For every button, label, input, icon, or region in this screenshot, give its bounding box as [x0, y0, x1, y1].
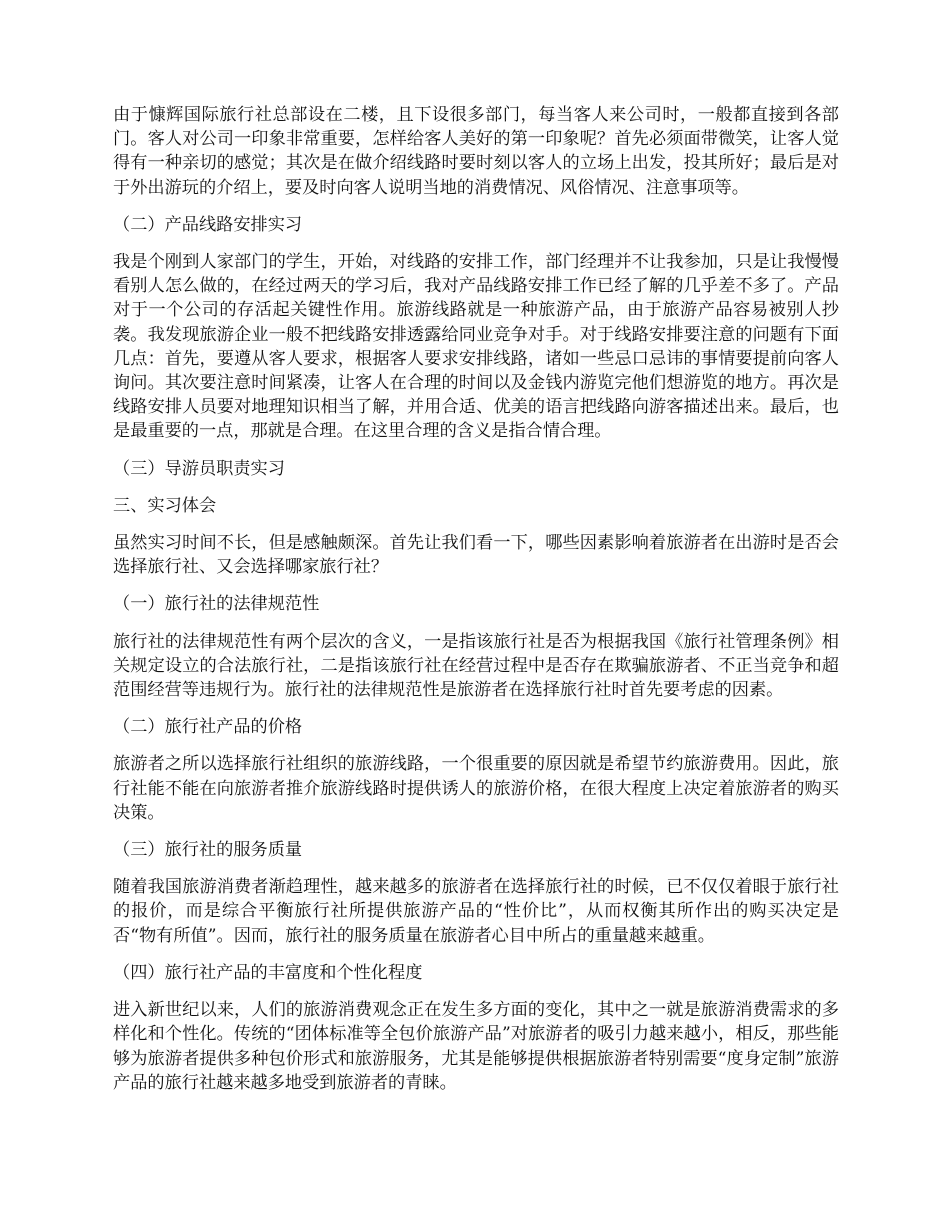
- heading-service-quality: （三）旅行社的服务质量: [113, 840, 303, 861]
- paragraph-reflections-intro: 虽然实习时间不长，但是感触颇深。首先让我们看一下，哪些因素影响着旅游者在出游时是否会选择旅行社、又会选择哪家旅行社？: [113, 533, 839, 578]
- heading-internship-reflections: 三、实习体会: [113, 495, 217, 516]
- heading-tour-guide-duties: （三）导游员职责实习: [113, 458, 285, 479]
- paragraph-reception-intro: 由于慷辉国际旅行社总部设在二楼，且下设很多部门，每当客人来公司时，一般都直接到各部门。客人对公司一印象非常重要，怎样给客人美好的第一印象呢？首先必须面带微笑，让客人觉得有一种亲切的感觉；其次是在做介绍线路时要时刻以客人的立场上出发，投其所好；最后是对于外出游玩的介绍上，要及时向客人说明当地的消费情况、风俗情况、注意事项等。: [113, 105, 839, 198]
- paragraph-service-quality: 随着我国旅游消费者渐趋理性，越来越多的旅游者在选择旅行社的时候，已不仅仅着眼于旅行社的报价，而是综合平衡旅行社所提供旅游产品的“性价比”，从而权衡其所作出的购买决定是否“物有所值”。因而，旅行社的服务质量在旅游者心目中所占的重量越来越重。: [113, 877, 839, 946]
- document-page: [113, 103, 839, 1108]
- heading-legal-compliance: （一）旅行社的法律规范性: [113, 594, 320, 615]
- heading-product-price: （二）旅行社产品的价格: [113, 717, 303, 738]
- heading-product-variety: （四）旅行社产品的丰富度和个性化程度: [113, 962, 423, 983]
- paragraph-product-price: 旅游者之所以选择旅行社组织的旅游线路，一个很重要的原因就是希望节约旅游费用。因此，旅行社能不能在向旅游者推介旅游线路时提供诱人的旅游价格，在很大程度上决定着旅游者的购买决策。: [113, 754, 839, 823]
- heading-route-planning: （二）产品线路安排实习: [113, 214, 303, 235]
- paragraph-legal-compliance: 旅行社的法律规范性有两个层次的含义，一是指该旅行社是否为根据我国《旅行社管理条例》相关规定设立的合法旅行社，二是指该旅行社在经营过程中是否存在欺骗旅游者、不正当竞争和超范围经营等违规行为。旅行社的法律规范性是旅游者在选择旅行社时首先要考虑的因素。: [113, 631, 839, 701]
- paragraph-product-variety: 进入新世纪以来，人们的旅游消费观念正在发生多方面的变化，其中之一就是旅游消费需求的多样化和个性化。传统的“团体标准等全包价旅游产品”对旅游者的吸引力越来越小，相反，那些能够为旅游者提供多种包价形式和旅游服务，尤其是能够提供根据旅游者特别需要“度身定制”旅游产品的旅行社越来越多地受到旅游者的青睐。: [113, 1000, 839, 1093]
- paragraph-route-planning: 我是个刚到人家部门的学生，开始，对线路的安排工作，部门经理并不让我参加，只是让我慢慢看别人怎么做的，在经过两天的学习后，我对产品线路安排工作已经了解的几乎差不多了。产品对于一个公司的存活起关键性作用。旅游线路就是一种旅游产品，由于旅游产品容易被别人抄袭。我发现旅游企业一般不把线路安排透露给同业竞争对手。对于线路安排要注意的问题有下面几点：首先，要遵从客人要求，根据客人要求安排线路，诸如一些忌口忌讳的事情要提前向客人询问。其次要注意时间紧凑，让客人在合理的时间以及金钱内游览完他们想游览的地方。再次是线路安排人员要对地理知识相当了解，并用合适、优美的语言把线路向游客描述出来。最后，也是最重要的一点，那就是合理。在这里合理的含义是指合情合理。: [113, 252, 839, 442]
